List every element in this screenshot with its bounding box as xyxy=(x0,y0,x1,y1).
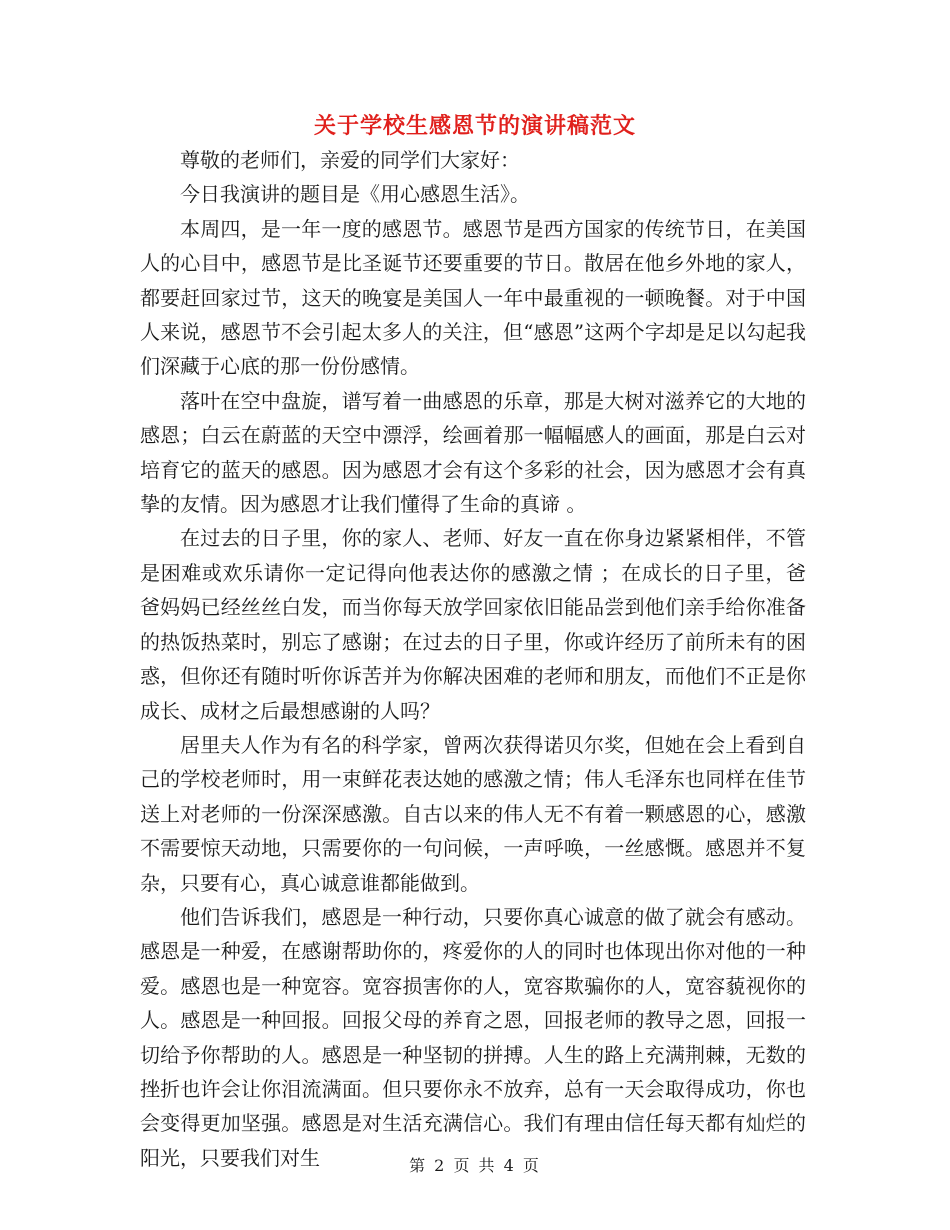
paragraph-greeting: 尊敬的老师们，亲爱的同学们大家好： xyxy=(180,148,520,172)
document-title: 关于学校生感恩节的演讲稿范文 xyxy=(313,113,636,139)
document-body xyxy=(140,143,806,1175)
paragraph-thanksgiving-intro: 本周四，是一年一度的感恩节。感恩节是西方国家的传统节日，在美国人的心目中，感恩节是比圣诞节还要重要的节日。散居在他乡外地的家人，都要赶回家过节，这天的晚宴是美国人一年中最重视的一顿晚餐。对于中国人来说，感恩节不会引起太多人的关注，但“感恩”这两个字却是足以勾起我们深藏于心底的那一份份感情。 xyxy=(140,216,806,379)
paragraph-great-people: 居里夫人作为有名的科学家，曾两次获得诺贝尔奖，但她在会上看到自己的学校老师时，用一束鲜花表达她的感激之情；伟人毛泽东也同样在佳节送上对老师的一份深深感激。自古以来的伟人无不有着一颗感恩的心，感激不需要惊天动地，只需要你的一句问候，一声呼唤，一丝感慨。感恩并不复杂，只要有心，真心诚意谁都能做到。 xyxy=(140,732,806,895)
paragraph-gratitude-meaning: 他们告诉我们，感恩是一种行动，只要你真心诚意的做了就会有感动。感恩是一种爱，在感谢帮助你的，疼爱你的人的同时也体现出你对他的一种爱。感恩也是一种宽容。宽容损害你的人，宽容欺骗你的人，宽容藐视你的人。感恩是一种回报。回报父母的养育之恩，回报老师的教导之恩，回报一切给予你帮助的人。感恩是一种坚韧的拼搏。人生的路上充满荆棘，无数的挫折也许会让你泪流满面。但只要你永不放弃，总有一天会取得成功，你也会变得更加坚强。感恩是对生活充满信心。我们有理由信任每天都有灿烂的阳光，只要我们对生 xyxy=(140,904,806,1170)
paragraph-nature-gratitude: 落叶在空中盘旋，谱写着一曲感恩的乐章，那是大树对滋养它的大地的感恩；白云在蔚蓝的天空中漂浮，绘画着那一幅幅感人的画面，那是白云对培育它的蓝天的感恩。因为感恩才会有这个多彩的社会，因为感恩才会有真挚的友情。因为感恩才让我们懂得了生命的真谛 。 xyxy=(140,388,806,517)
paragraph-family-teachers: 在过去的日子里，你的家人、老师、好友一直在你身边紧紧相伴，不管是困难或欢乐请你一定记得向他表达你的感激之情 ；在成长的日子里，爸爸妈妈已经丝丝白发，而当你每天放学回家依旧能品尝到他们亲手给你准备的热饭热菜时，别忘了感谢；在过去的日子里，你或许经历了前所未有的困惑，但你还有随时听你诉苦并为你解决困难的老师和朋友，而他们不正是你成长、成材之后最想感谢的人吗？ xyxy=(140,526,806,723)
paragraph-topic: 今日我演讲的题目是《用心感恩生活》。 xyxy=(180,182,530,207)
page-footer: 第 2 页 共 4 页 xyxy=(409,1156,541,1175)
